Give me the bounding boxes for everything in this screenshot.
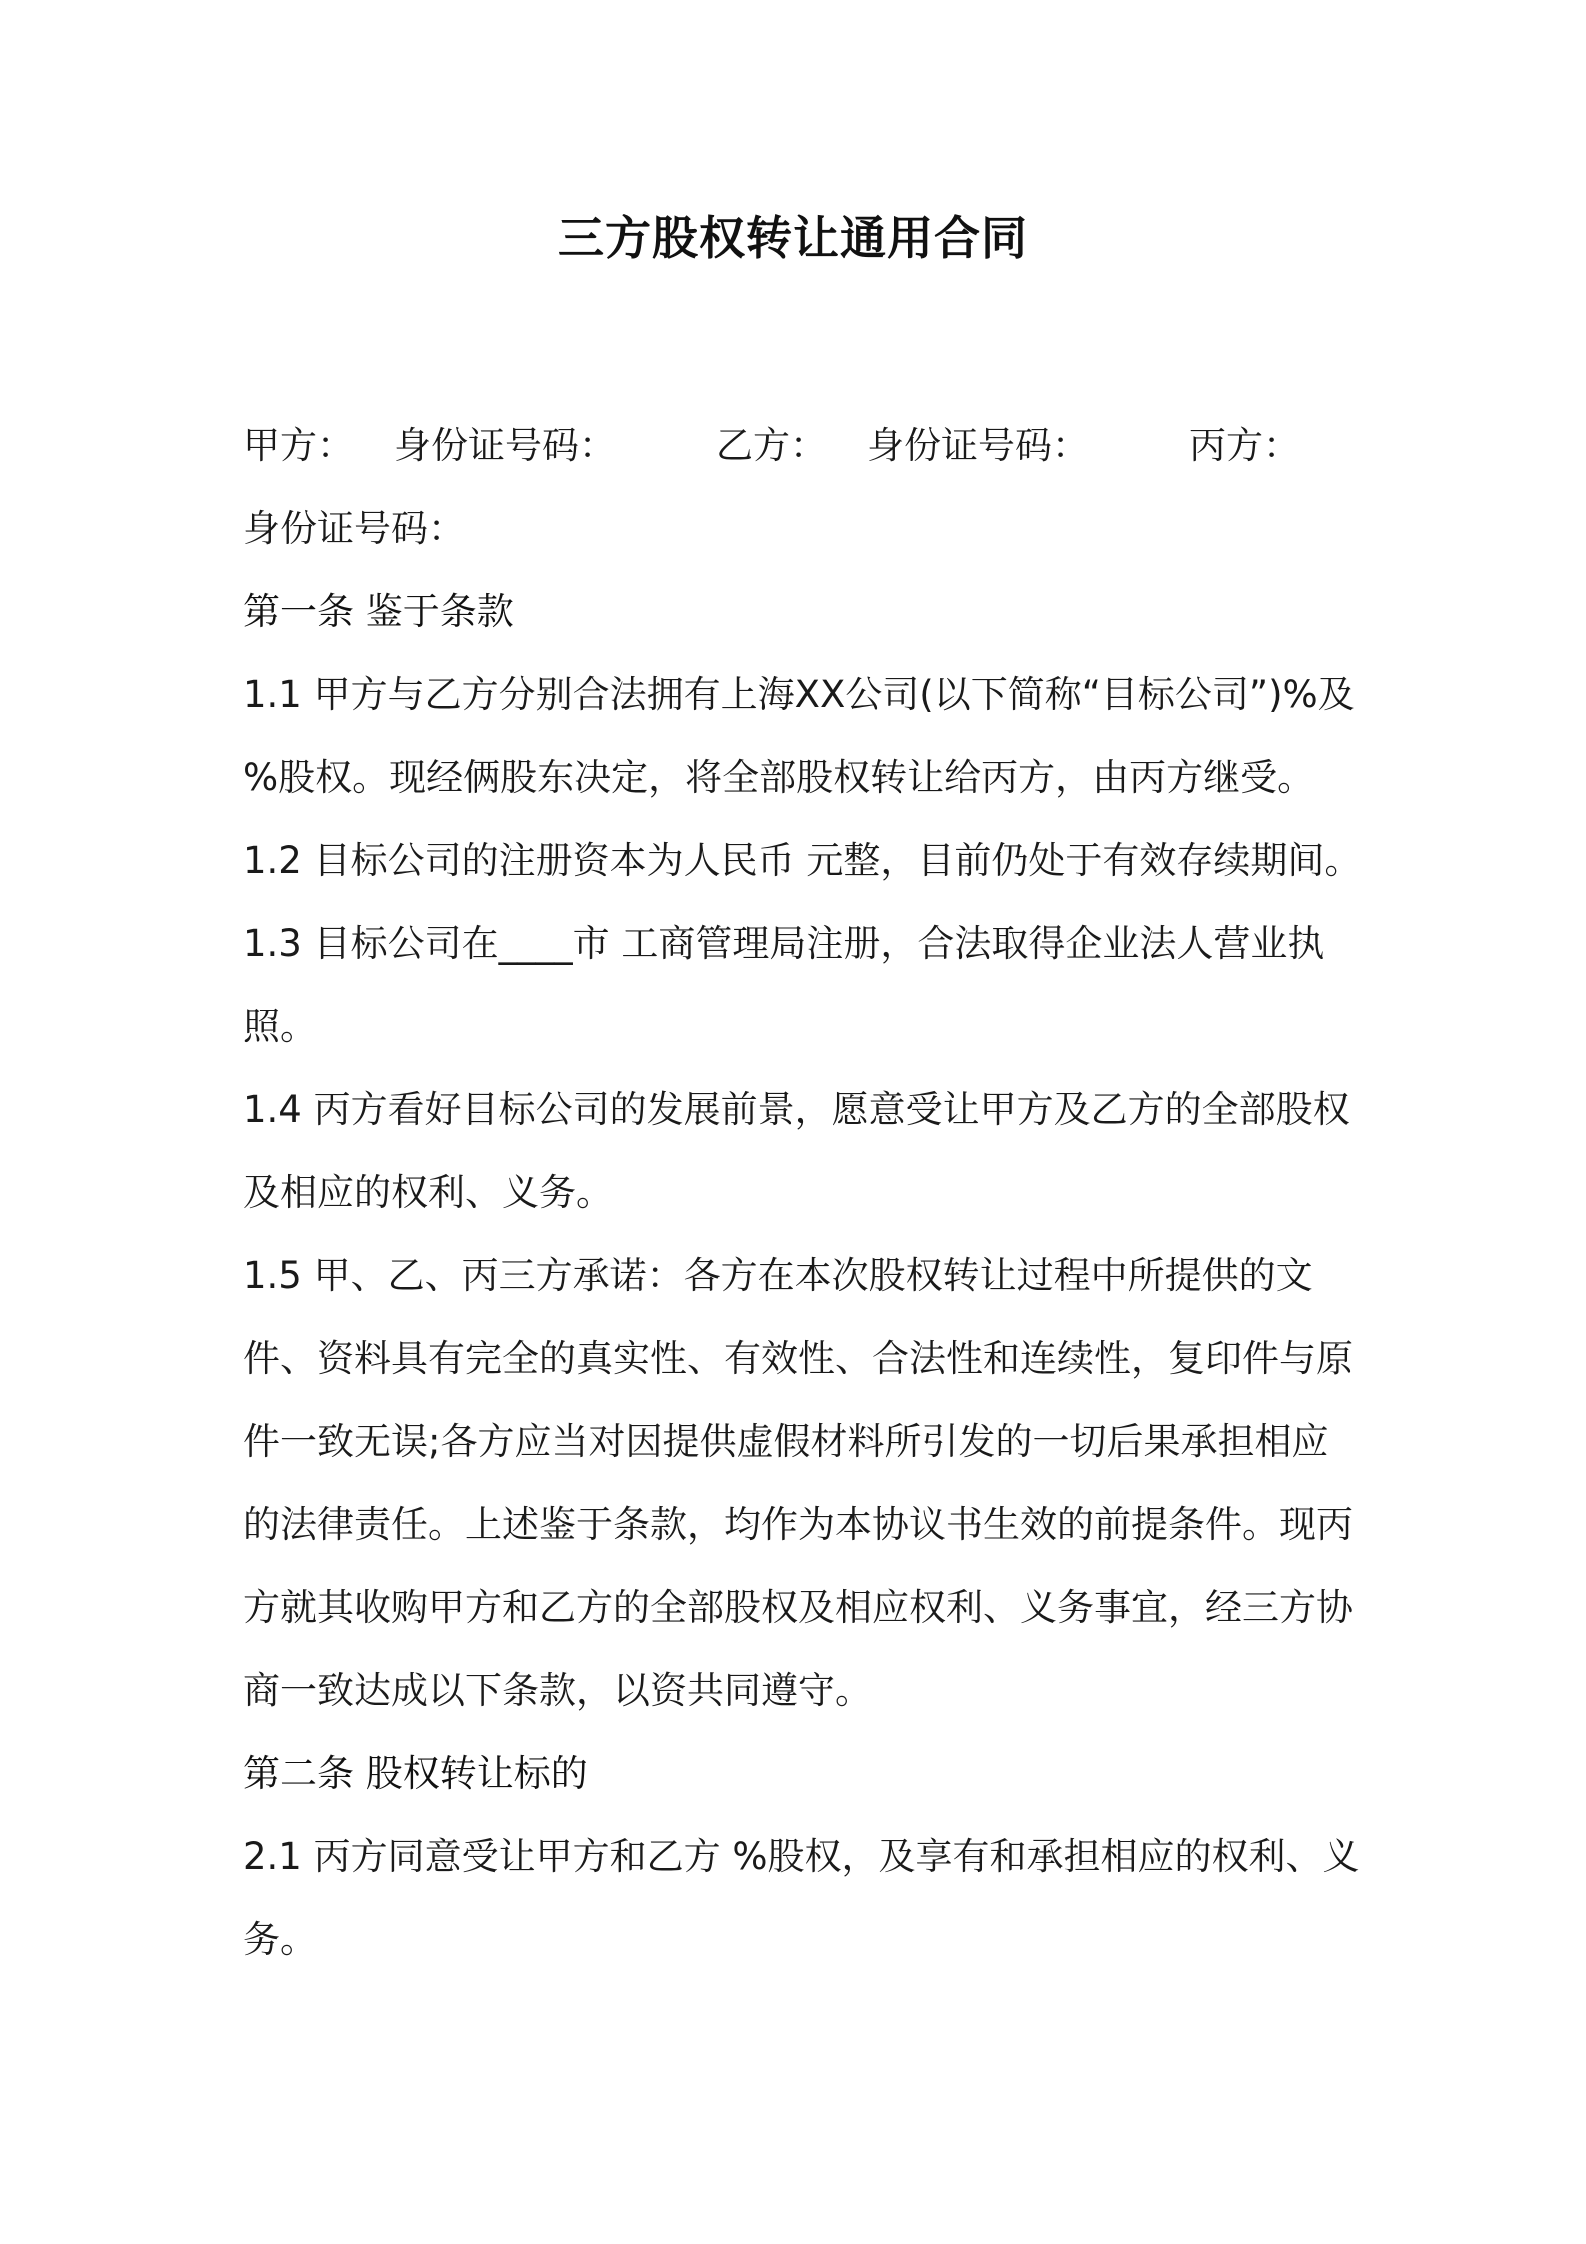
party-a-id-label: 身份证号码：: [394, 424, 616, 467]
clause-1-4: 1.4 丙方看好目标公司的发展前景，愿意受让甲方及乙方的全部股权及相应的权利、义务。: [243, 1088, 1350, 1214]
clause-1-2: 1.2 目标公司的注册资本为人民币 元整，目前仍处于有效存续期间。: [243, 839, 1362, 882]
party-c-id-label: 身份证号码：: [243, 507, 465, 550]
article-2-heading: 第二条 股权转让标的: [243, 1752, 588, 1795]
article-1-heading: 第一条 鉴于条款: [243, 590, 514, 633]
clause-1-5: 1.5 甲、乙、丙三方承诺：各方在本次股权转让过程中所提供的文件、资料具有完全的真实性、有效性、合法性和连续性，复印件与原件一致无误;各方应当对因提供虚假材料所引发的一切后果承担相应的法律责任。上述鉴于条款，均作为本协议书生效的前提条件。现丙方就其收购甲方和乙方的全部股权及相应权利、义务事宜，经三方协商一致达成以下条款，以资共同遵守。: [243, 1254, 1353, 1712]
document-title: 三方股权转让通用合同: [558, 211, 1028, 265]
clause-1-3: 1.3 目标公司在____市 工商管理局注册，合法取得企业法人营业执照。: [243, 922, 1325, 1048]
party-b-label: 乙方：: [716, 424, 827, 467]
party-b-id-label: 身份证号码：: [867, 424, 1089, 467]
party-a-label: 甲方：: [243, 424, 354, 467]
party-c-label: 丙方：: [1189, 424, 1300, 467]
clause-1-1: 1.1 甲方与乙方分别合法拥有上海XX公司(以下简称“目标公司”)%及 %股权。现经俩股东决定，将全部股权转让给丙方，由丙方继受。: [243, 673, 1355, 799]
parties-line: [243, 404, 1363, 570]
contract-body: [243, 404, 1363, 1981]
clause-2-1: 2.1 丙方同意受让甲方和乙方 %股权，及享有和承担相应的权利、义务。: [243, 1835, 1360, 1961]
